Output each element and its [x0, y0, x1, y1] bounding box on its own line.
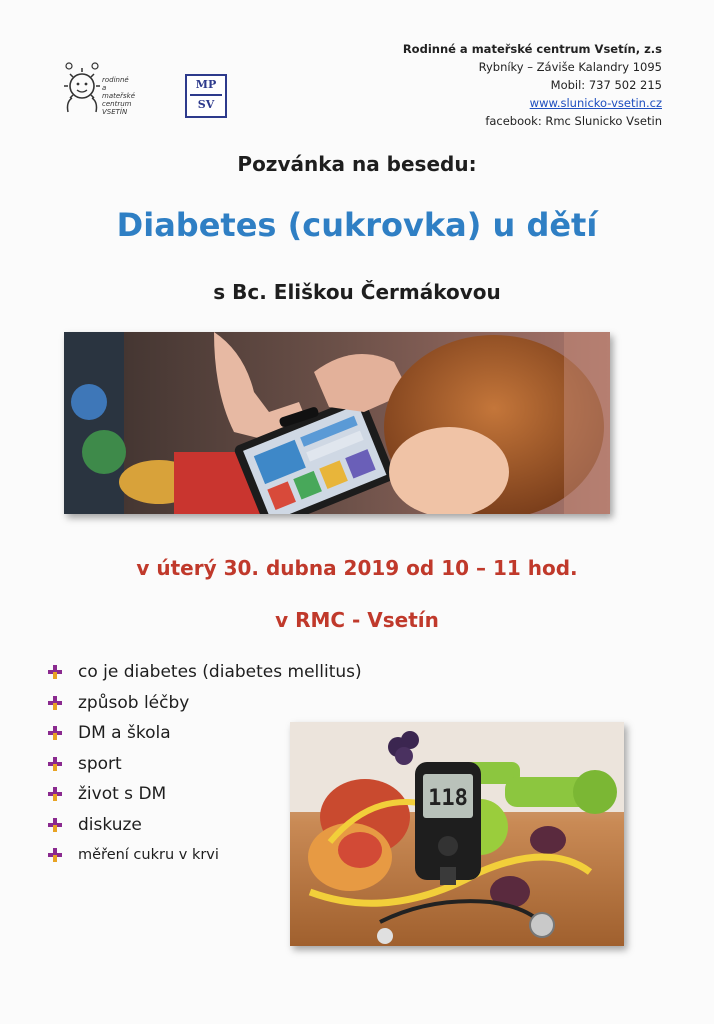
- plus-bullet-icon: [48, 726, 62, 740]
- mpsv-logo-bottom: SV: [197, 98, 215, 111]
- glucometer-reading: 118: [428, 786, 468, 811]
- plus-bullet-icon: [48, 757, 62, 771]
- photo-glucometer-illustration: [290, 722, 624, 946]
- photo-child-tablet: [64, 332, 610, 514]
- sun-family-logo-icon: [62, 62, 102, 116]
- plus-bullet-icon: [48, 665, 62, 679]
- org-website-link[interactable]: www.slunicko-vsetin.cz: [529, 96, 662, 110]
- contact-block: [403, 40, 662, 130]
- event-title: Diabetes (cukrovka) u dětí: [116, 206, 598, 244]
- speaker-line: s Bc. Eliškou Čermákovou: [213, 280, 501, 304]
- list-item: DM a škola: [48, 718, 362, 749]
- event-place: v RMC - Vsetín: [275, 608, 439, 632]
- plus-bullet-icon: [48, 818, 62, 832]
- event-date: v úterý 30. dubna 2019 od 10 – 11 hod.: [136, 556, 578, 580]
- plus-bullet-icon: [48, 696, 62, 710]
- photo-child-tablet-illustration: [64, 332, 610, 514]
- list-item: co je diabetes (diabetes mellitus): [48, 657, 362, 688]
- org-name: Rodinné a mateřské centrum Vsetín, z.s: [402, 42, 662, 56]
- list-item: život s DM: [48, 779, 362, 810]
- glucometer: [415, 762, 481, 885]
- org-facebook: facebook: Rmc Slunicko Vsetin: [485, 114, 662, 128]
- org-address: Rybníky – Záviše Kalandry 1095: [478, 60, 662, 74]
- mpsv-logo: [185, 74, 227, 118]
- invitation-heading: Pozvánka na besedu:: [237, 152, 477, 176]
- plus-bullet-icon: [48, 787, 62, 801]
- photo-glucometer-fruit: [290, 722, 624, 946]
- org-phone: Mobil: 737 502 215: [550, 78, 662, 92]
- rmc-logo: [62, 58, 157, 120]
- list-item: způsob léčby: [48, 688, 362, 719]
- rmc-logo-text: rodinné a mateřské centrum VSETÍN: [102, 76, 136, 116]
- list-item: sport: [48, 749, 362, 780]
- list-item: diskuze: [48, 810, 362, 841]
- list-item: měření cukru v krvi: [48, 840, 362, 871]
- plus-bullet-icon: [48, 848, 62, 862]
- mpsv-logo-top: MP: [195, 78, 217, 91]
